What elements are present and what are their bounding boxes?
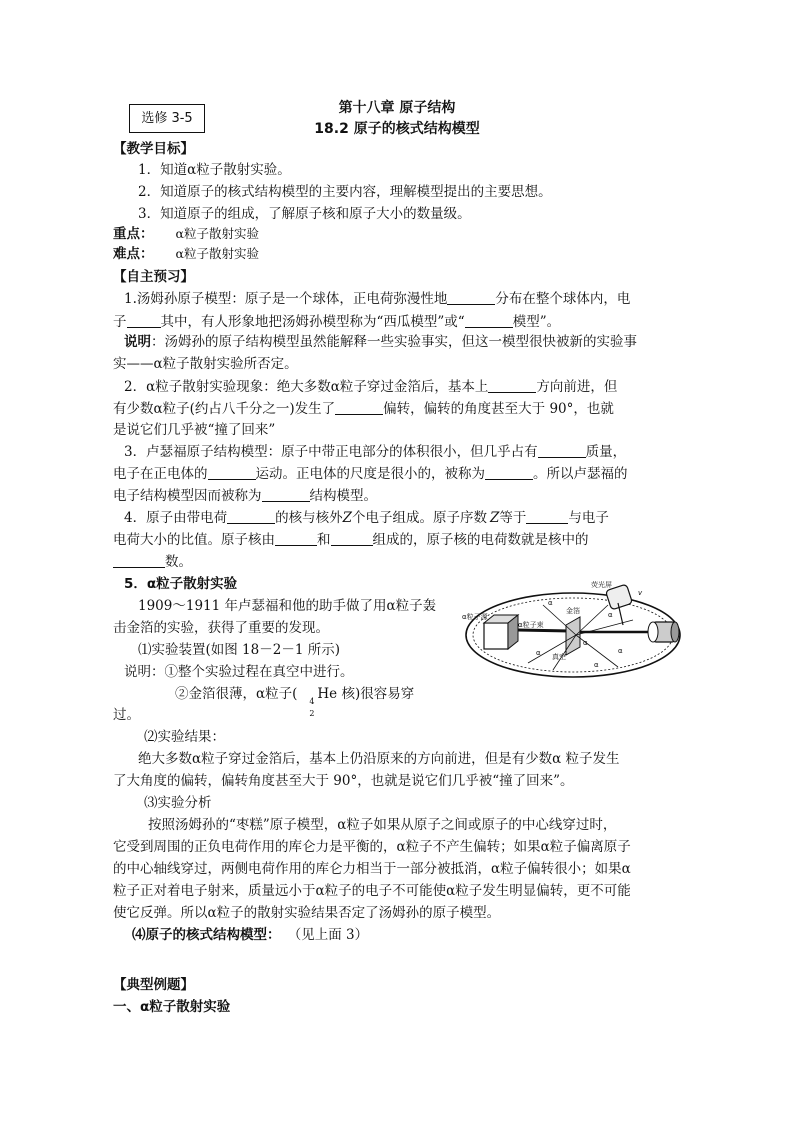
blank — [465, 313, 513, 328]
preview-note-line1: 说明：汤姆孙的原子结构模型虽然能解释一些实验事实，但这一模型很快被新的实验事 — [124, 334, 637, 350]
blank — [127, 313, 161, 328]
goal-item-2: 2．知道原子的核式结构模型的主要内容，理解模型提出的主要思想。 — [138, 184, 552, 200]
preview-p2-line3: 是说它们几乎被“撞了回来” — [113, 422, 276, 438]
preview-p4-line2: 电荷大小的比值。原子核由 和 组成的，原子核的电荷数就是核中的 — [113, 532, 589, 548]
section-title: 18.2 原子的核式结构模型 — [314, 121, 480, 137]
blank — [113, 553, 165, 568]
label-screen: 荧光屏 — [591, 581, 612, 589]
blank — [335, 400, 383, 415]
label-gold-foil: 金箔 — [566, 607, 580, 615]
preview-p3-line2: 电子在正电体的 运动。正电体的尺度是很小的，被称为 。所以卢瑟福的 — [113, 466, 628, 482]
analysis-line3: 的中心轴线穿过，两侧电荷作用的库仑力相当于一部分被抵消，α粒子偏转很小；如果α — [113, 861, 631, 877]
blank — [447, 290, 495, 305]
alpha-beam — [518, 630, 570, 631]
result-line1: 绝大多数α粒子穿过金箔后，基本上仍沿原来的方向前进，但是有少数α 粒子发生 — [138, 751, 620, 767]
label-alpha: α — [583, 639, 588, 647]
blank — [262, 487, 310, 502]
label-alpha: α — [608, 611, 613, 619]
preview-p2-line1: 2．α粒子散射实验现象：绝大多数α粒子穿过金箔后，基本上 方向前进，但 — [124, 379, 618, 395]
course-tag: 选修 3-5 — [129, 104, 205, 133]
preview-p4-line1: 4．原子由带电荷 的核与核外Z个电子组成。原子序数 Z等于 与电子 — [124, 510, 609, 526]
preview-p2-line2: 有少数α粒子(约占八千分之一)发生了 偏转，偏转的角度甚至大于 90°，也就 — [113, 401, 614, 417]
key-point: 重点： α粒子散射实验 — [113, 226, 259, 242]
label-alpha: α — [618, 647, 623, 655]
label-alpha: α — [548, 599, 553, 607]
experiment-intro-line2: 击金箔的实验，获得了重要的发现。 — [113, 620, 329, 636]
blank — [538, 443, 586, 458]
analysis-line1: 按照汤姆孙的“枣糕”原子模型，α粒子如果从原子之间或原子的中心线穿过时， — [148, 817, 617, 833]
preview-p3-line1: 3．卢瑟福原子结构模型：原子中带正电部分的体积很小，但几乎占有 质量， — [124, 444, 627, 460]
goals-heading: 【教学目标】 — [113, 141, 194, 157]
preview-heading: 【自主预习】 — [113, 269, 194, 285]
preview-p1-line1: 1.汤姆孙原子模型：原子是一个球体，正电荷弥漫性地 分布在整个球体内，电 — [124, 291, 631, 307]
experiment-setup: ⑴实验装置(如图 18－2－1 所示) — [138, 642, 340, 658]
preview-p1-line2: 子 其中，有人形象地把汤姆孙模型称为“西瓜模型”或“ 模型”。 — [113, 314, 561, 330]
experiment-note2: ②金箔很薄，α粒子( 4 2 He 核)很容易穿 — [175, 686, 415, 718]
analysis-line4: 粒子正对着电子射来，质量远小于α粒子的电子不可能使α粒子发生明显偏转，更不可能 — [113, 883, 631, 899]
analysis-label: ⑶实验分析 — [144, 795, 212, 811]
label-vacuum: 真空 — [552, 653, 566, 661]
label-alpha-beam: α粒子束 — [518, 621, 544, 629]
experiment-note1: 说明：①整个实验过程在真空中进行。 — [124, 664, 354, 680]
preview-note-line2: 实——α粒子散射实验所否定。 — [113, 356, 298, 372]
difficult-point: 难点： α粒子散射实验 — [113, 246, 259, 262]
result-label: ⑵实验结果： — [144, 729, 225, 745]
label-v: v — [638, 589, 643, 597]
experiment-intro-line1: 1909～1911 年卢瑟福和他的助手做了用α粒子轰 — [138, 598, 437, 614]
blank — [526, 509, 568, 524]
label-alpha: α — [594, 661, 599, 669]
blank — [485, 465, 533, 480]
analysis-line5: 使它反弹。所以α粒子的散射实验结果否定了汤姆孙的原子模型。 — [113, 905, 501, 921]
blank — [227, 509, 275, 524]
goal-item-1: 1．知道α粒子散射实验。 — [138, 162, 291, 178]
goal-item-3: 3．知道原子的组成，了解原子核和原子大小的数量级。 — [138, 206, 471, 222]
examples-heading: 【典型例题】 — [113, 977, 194, 993]
chapter-title: 第十八章 原子结构 — [338, 100, 456, 116]
blank — [488, 378, 536, 393]
preview-p4-line3: 数。 — [113, 551, 192, 573]
blank — [275, 531, 317, 546]
examples-subheading: 一、α粒子散射实验 — [113, 999, 231, 1015]
label-alpha: α — [536, 649, 541, 657]
alpha-source-box — [484, 623, 508, 649]
analysis-line2: 它受到周围的正负电荷作用的库仑力是平衡的，α粒子不产生偏转；如果α粒子偏离原子 — [113, 839, 631, 855]
experiment-note2-cont: 过。 — [113, 707, 140, 723]
model-line: ⑷原子的核式结构模型： （见上面 3） — [132, 927, 369, 943]
blank — [331, 531, 373, 546]
label-alpha-source: α粒子源 — [462, 613, 488, 621]
experiment-heading: 5．α粒子散射实验 — [124, 576, 238, 592]
result-line2: 了大角度的偏转，偏转角度甚至大于 90°，也就是说它们几乎被“撞了回来”。 — [113, 773, 574, 789]
preview-p3-line3: 电子结构模型因而被称为 结构模型。 — [113, 488, 377, 504]
blank — [208, 465, 256, 480]
apparatus-diagram — [458, 575, 693, 685]
